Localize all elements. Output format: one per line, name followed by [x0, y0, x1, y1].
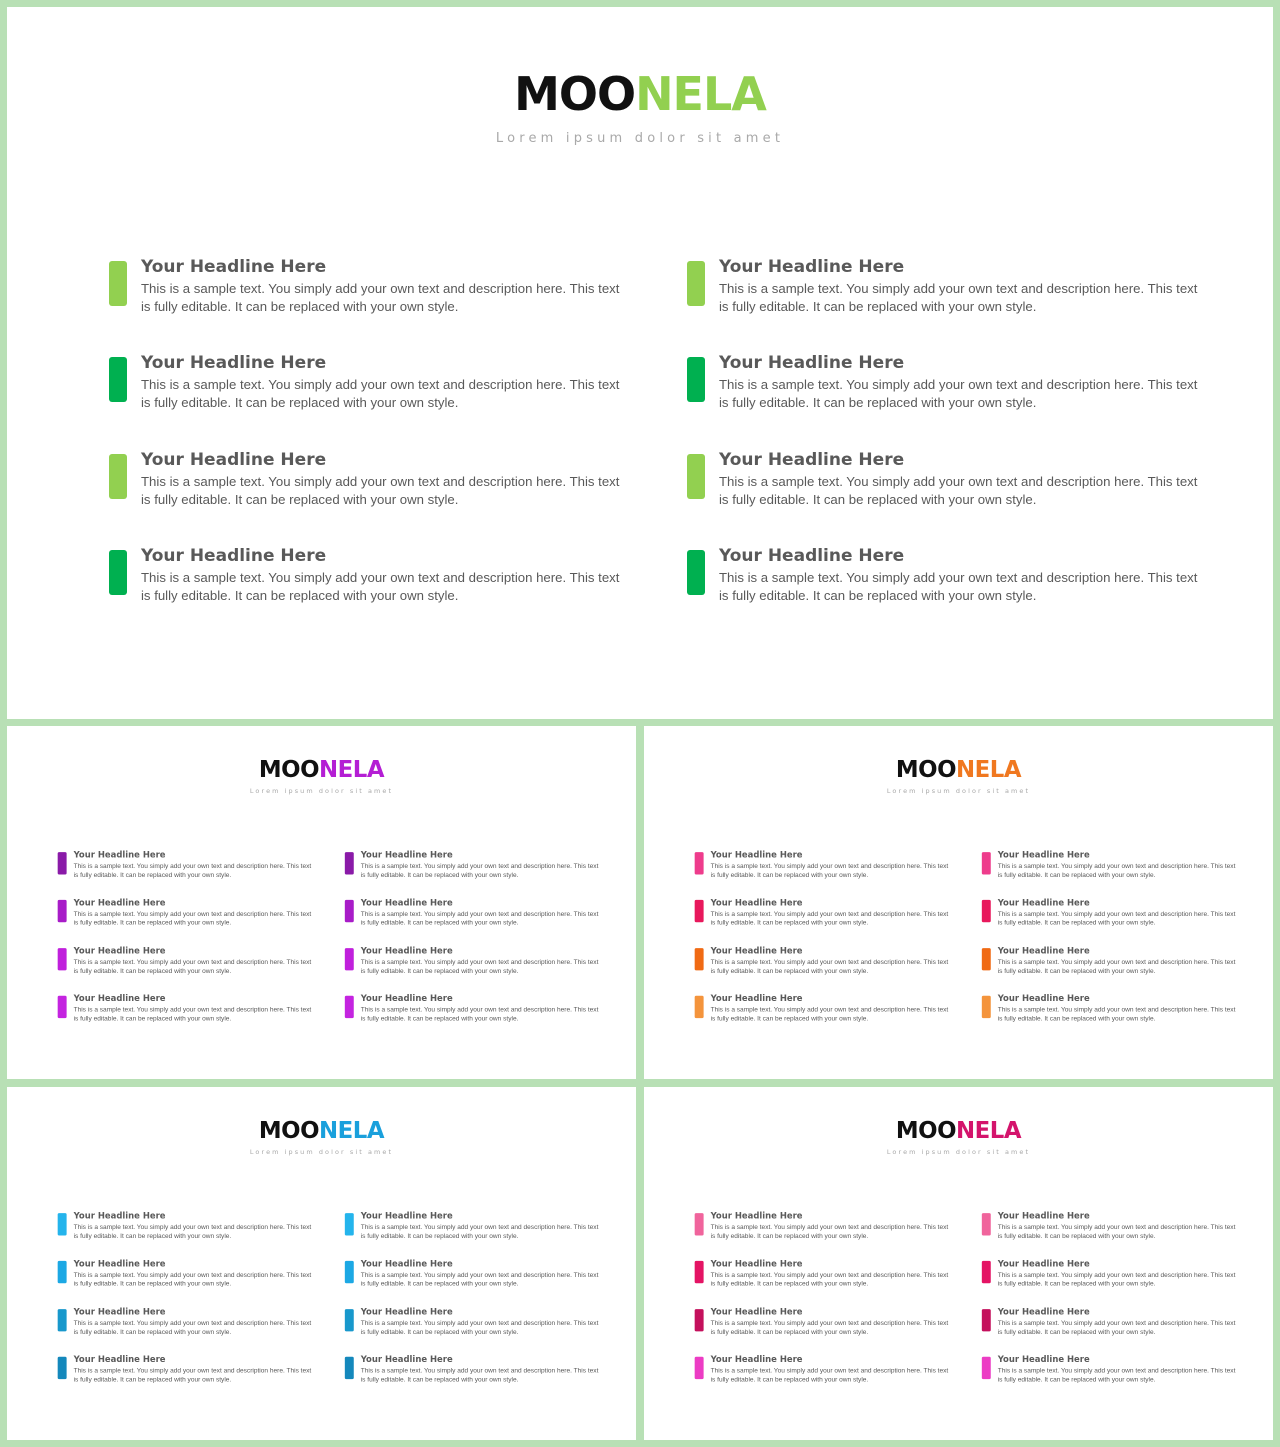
item-headline: Your Headline Here — [719, 257, 905, 277]
bullet-bar — [58, 1357, 67, 1379]
item-headline: Your Headline Here — [360, 993, 453, 1004]
tagline: Lorem ipsum dolor sit amet — [495, 131, 785, 146]
brand-title — [644, 755, 1273, 783]
item-description: This is a sample text. You simply add your own text and description here. This text is fully editable. It can be replaced with your own style. — [719, 570, 1198, 603]
item-description: This is a sample text. You simply add your own text and description here. This text is fully editable. It can be replaced with your own style. — [997, 862, 1236, 879]
item-description: This is a sample text. You simply add your own text and description here. This text is fully editable. It can be replaced with your own style. — [710, 1005, 949, 1023]
item-headline: Your Headline Here — [73, 1258, 166, 1269]
bullet-bar — [982, 1213, 991, 1235]
bullet-bar — [345, 1261, 354, 1283]
item-description: This is a sample text. You simply add your own text and description here. This text is fully editable. It can be replaced with your own style. — [710, 909, 949, 927]
item-headline: Your Headline Here — [710, 1211, 803, 1222]
item-headline: Your Headline Here — [997, 850, 1090, 861]
bullet-bar — [58, 900, 67, 922]
item-description: This is a sample text. You simply add your own text and description here. This text is fully editable. It can be replaced with your own style. — [719, 281, 1198, 314]
item-description: This is a sample text. You simply add your own text and description here. This text is fully editable. It can be replaced with your own style. — [141, 474, 620, 507]
tagline: Lorem ipsum dolor sit amet — [886, 787, 1031, 796]
item-description: This is a sample text. You simply add your own text and description here. This text is fully editable. It can be replaced with your own style. — [719, 377, 1198, 410]
item-description: This is a sample text. You simply add your own text and description here. This text is fully editable. It can be replaced with your own style. — [997, 1270, 1236, 1288]
item-description: This is a sample text. You simply add your own text and description here. This text is fully editable. It can be replaced with your own style. — [141, 570, 620, 603]
item-description: This is a sample text. You simply add your own text and description here. This text is fully editable. It can be replaced with your own style. — [710, 1270, 949, 1288]
item-description: This is a sample text. You simply add your own text and description here. This text is fully editable. It can be replaced with your own style. — [997, 909, 1236, 927]
item-headline: Your Headline Here — [997, 1307, 1090, 1318]
item-headline: Your Headline Here — [710, 1258, 803, 1269]
item-description: This is a sample text. You simply add your own text and description here. This text is fully editable. It can be replaced with your own style. — [73, 1223, 312, 1240]
item-description: This is a sample text. You simply add your own text and description here. This text is fully editable. It can be replaced with your own style. — [710, 1319, 949, 1336]
item-description: This is a sample text. You simply add your own text and description here. This text is fully editable. It can be replaced with your own style. — [141, 377, 620, 410]
tagline: Lorem ipsum dolor sit amet — [249, 787, 394, 796]
bullet-bar — [695, 1213, 704, 1235]
bullet-bar — [695, 900, 704, 922]
item-headline: Your Headline Here — [719, 450, 905, 470]
brand-title-dark: MOO — [258, 755, 320, 783]
bullet-bar — [982, 1357, 991, 1379]
item-description: This is a sample text. You simply add your own text and description here. This text is fully editable. It can be replaced with your own style. — [360, 1005, 599, 1023]
bullet-bar — [687, 550, 705, 595]
bullet-bar — [982, 900, 991, 922]
slide-thumbnail-pink — [644, 1087, 1273, 1440]
item-description: This is a sample text. You simply add your own text and description here. This text is fully editable. It can be replaced with your own style. — [997, 1223, 1236, 1240]
bullet-bar — [58, 996, 67, 1018]
item-headline: Your Headline Here — [73, 1354, 166, 1365]
item-headline: Your Headline Here — [73, 993, 166, 1004]
bullet-bar — [695, 1309, 704, 1331]
item-description: This is a sample text. You simply add your own text and description here. This text is fully editable. It can be replaced with your own style. — [73, 909, 312, 927]
bullet-bar — [982, 996, 991, 1018]
item-description: This is a sample text. You simply add your own text and description here. This text is fully editable. It can be replaced with your own style. — [360, 958, 599, 975]
item-headline: Your Headline Here — [360, 1307, 453, 1318]
bullet-bar — [982, 1309, 991, 1331]
item-headline: Your Headline Here — [360, 897, 453, 908]
item-description: This is a sample text. You simply add your own text and description here. This text is fully editable. It can be replaced with your own style. — [360, 1223, 599, 1240]
bullet-bar — [345, 996, 354, 1018]
item-description: This is a sample text. You simply add your own text and description here. This text is fully editable. It can be replaced with your own style. — [360, 862, 599, 879]
item-headline: Your Headline Here — [360, 946, 453, 957]
item-headline: Your Headline Here — [710, 946, 803, 957]
brand-title-dark: MOO — [258, 1116, 320, 1144]
brand-title — [7, 755, 636, 783]
item-headline: Your Headline Here — [141, 353, 327, 373]
bullet-bar — [695, 996, 704, 1018]
item-headline: Your Headline Here — [73, 946, 166, 957]
item-description: This is a sample text. You simply add your own text and description here. This text is fully editable. It can be replaced with your own style. — [997, 958, 1236, 975]
tagline: Lorem ipsum dolor sit amet — [886, 1148, 1031, 1157]
bullet-bar — [687, 357, 705, 402]
item-headline: Your Headline Here — [997, 1354, 1090, 1365]
item-headline: Your Headline Here — [997, 1258, 1090, 1269]
brand-title-accent: NELA — [956, 1116, 1022, 1144]
item-description: This is a sample text. You simply add your own text and description here. This text is fully editable. It can be replaced with your own style. — [73, 862, 312, 879]
item-headline: Your Headline Here — [997, 1211, 1090, 1222]
bullet-bar — [695, 852, 704, 874]
item-description: This is a sample text. You simply add your own text and description here. This text is fully editable. It can be replaced with your own style. — [710, 1366, 949, 1384]
item-headline: Your Headline Here — [997, 946, 1090, 957]
bullet-bar — [695, 948, 704, 970]
brand-title — [7, 67, 1273, 121]
brand-title-accent: NELA — [956, 755, 1022, 783]
item-headline: Your Headline Here — [360, 1211, 453, 1222]
bullet-bar — [687, 454, 705, 499]
bullet-bar — [695, 1357, 704, 1379]
item-description: This is a sample text. You simply add your own text and description here. This text is fully editable. It can be replaced with your own style. — [710, 958, 949, 975]
item-description: This is a sample text. You simply add your own text and description here. This text is fully editable. It can be replaced with your own style. — [73, 958, 312, 975]
item-headline: Your Headline Here — [997, 897, 1090, 908]
item-headline: Your Headline Here — [73, 897, 166, 908]
item-headline: Your Headline Here — [710, 850, 803, 861]
bullet-bar — [345, 1213, 354, 1235]
item-headline: Your Headline Here — [710, 897, 803, 908]
item-headline: Your Headline Here — [710, 1354, 803, 1365]
item-description: This is a sample text. You simply add your own text and description here. This text is fully editable. It can be replaced with your own style. — [710, 1223, 949, 1240]
item-headline: Your Headline Here — [360, 850, 453, 861]
item-description: This is a sample text. You simply add your own text and description here. This text is fully editable. It can be replaced with your own style. — [360, 1366, 599, 1384]
bullet-bar — [345, 1357, 354, 1379]
bullet-bar — [345, 948, 354, 970]
item-headline: Your Headline Here — [73, 1211, 166, 1222]
item-headline: Your Headline Here — [719, 546, 905, 566]
item-headline: Your Headline Here — [710, 1307, 803, 1318]
item-description: This is a sample text. You simply add your own text and description here. This text is fully editable. It can be replaced with your own style. — [73, 1319, 312, 1336]
bullet-bar — [58, 1261, 67, 1283]
item-headline: Your Headline Here — [997, 993, 1090, 1004]
brand-title-accent: NELA — [635, 67, 766, 121]
bullet-bar — [58, 1213, 67, 1235]
brand-title-dark: MOO — [895, 1116, 957, 1144]
item-headline: Your Headline Here — [141, 450, 327, 470]
item-description: This is a sample text. You simply add your own text and description here. This text is fully editable. It can be replaced with your own style. — [73, 1005, 312, 1023]
bullet-bar — [109, 550, 127, 595]
item-headline: Your Headline Here — [710, 993, 803, 1004]
brand-title-accent: NELA — [319, 1116, 385, 1144]
bullet-bar — [345, 1309, 354, 1331]
bullet-bar — [58, 852, 67, 874]
bullet-bar — [345, 852, 354, 874]
item-description: This is a sample text. You simply add your own text and description here. This text is fully editable. It can be replaced with your own style. — [141, 281, 620, 314]
item-headline: Your Headline Here — [73, 850, 166, 861]
bullet-bar — [109, 357, 127, 402]
bullet-bar — [345, 900, 354, 922]
bullet-bar — [982, 948, 991, 970]
item-description: This is a sample text. You simply add your own text and description here. This text is fully editable. It can be replaced with your own style. — [997, 1319, 1236, 1336]
item-description: This is a sample text. You simply add your own text and description here. This text is fully editable. It can be replaced with your own style. — [710, 862, 949, 879]
item-description: This is a sample text. You simply add your own text and description here. This text is fully editable. It can be replaced with your own style. — [719, 474, 1198, 507]
bullet-bar — [687, 261, 705, 306]
brand-title — [7, 1116, 636, 1144]
item-description: This is a sample text. You simply add your own text and description here. This text is fully editable. It can be replaced with your own style. — [997, 1005, 1236, 1023]
item-description: This is a sample text. You simply add your own text and description here. This text is fully editable. It can be replaced with your own style. — [73, 1366, 312, 1384]
item-description: This is a sample text. You simply add your own text and description here. This text is fully editable. It can be replaced with your own style. — [360, 1270, 599, 1288]
bullet-bar — [982, 852, 991, 874]
item-headline: Your Headline Here — [141, 257, 327, 277]
bullet-bar — [58, 948, 67, 970]
item-description: This is a sample text. You simply add your own text and description here. This text is fully editable. It can be replaced with your own style. — [360, 1319, 599, 1336]
item-headline: Your Headline Here — [360, 1354, 453, 1365]
slide-thumbnail-blue — [7, 1087, 636, 1440]
brand-title-dark: MOO — [895, 755, 957, 783]
bullet-bar — [982, 1261, 991, 1283]
brand-title-dark: MOO — [514, 67, 636, 121]
item-headline: Your Headline Here — [141, 546, 327, 566]
brand-title — [644, 1116, 1273, 1144]
bullet-bar — [58, 1309, 67, 1331]
tagline: Lorem ipsum dolor sit amet — [249, 1148, 394, 1157]
item-description: This is a sample text. You simply add your own text and description here. This text is fully editable. It can be replaced with your own style. — [73, 1270, 312, 1288]
item-description: This is a sample text. You simply add your own text and description here. This text is fully editable. It can be replaced with your own style. — [360, 909, 599, 927]
item-headline: Your Headline Here — [719, 353, 905, 373]
slide-thumbnail-purple — [7, 726, 636, 1079]
bullet-bar — [109, 454, 127, 499]
brand-title-accent: NELA — [319, 755, 385, 783]
item-description: This is a sample text. You simply add your own text and description here. This text is fully editable. It can be replaced with your own style. — [997, 1366, 1236, 1384]
bullet-bar — [109, 261, 127, 306]
item-headline: Your Headline Here — [360, 1258, 453, 1269]
item-headline: Your Headline Here — [73, 1307, 166, 1318]
slide-thumbnail-orange — [644, 726, 1273, 1079]
bullet-bar — [695, 1261, 704, 1283]
slide-main — [7, 7, 1273, 719]
